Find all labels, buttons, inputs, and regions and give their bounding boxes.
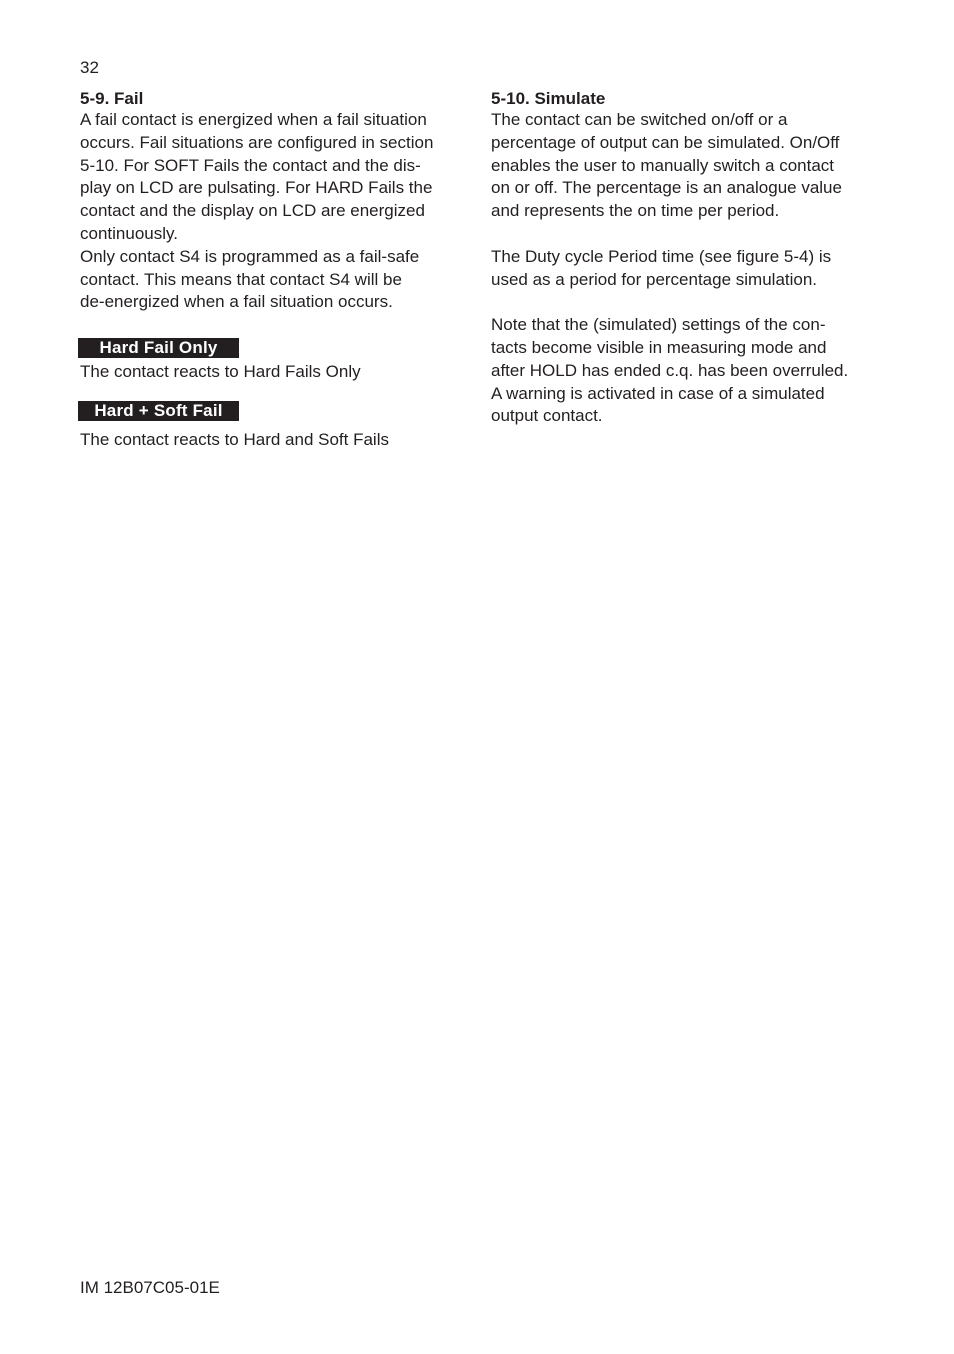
simulate-section [491,89,881,428]
simulate-description-paragraph: The contact can be switched on/off or a percentage of output can be simulated. On/Off enables the user to manually switch a contact on or off. The percentage is an analogue value and represents the on time per period. [491,110,842,221]
document-id: IM 12B07C05-01E [80,1278,220,1297]
paragraph-gap [491,223,881,246]
hard-soft-fail-description: The contact reacts to Hard and Soft Fails [80,430,389,449]
duty-cycle-paragraph: The Duty cycle Period time (see figure 5-4) is used as a period for percentage simulation. [491,246,832,289]
fail-safe-paragraph: Only contact S4 is programmed as a fail-safe contact. This means that contact S4 will be de-energized when a fail situation occurs. [80,246,420,312]
hard-fail-only-label: Hard Fail Only [78,338,239,358]
paragraph-gap [491,291,881,314]
page-number: 32 [80,58,99,77]
hard-fail-only-description: The contact reacts to Hard Fails Only [80,362,361,381]
simulation-note-paragraph: Note that the (simulated) settings of the con- tacts become visible in measuring mode and after HOLD has ended c.q. has been overruled. A warning is activated in case of a simulated output contact. [491,315,849,426]
fail-section [80,89,465,314]
hard-soft-fail-label: Hard + Soft Fail [78,401,239,421]
fail-description-paragraph: A fail contact is energized when a fail situation occurs. Fail situations are configured in section 5-10. For SOFT Fails the contact and the dis- play on LCD are pulsating. For HARD Fails the contact and the display on LCD are energized continuously. [80,110,434,243]
simulate-section-heading: 5-10. Simulate [491,89,606,108]
fail-section-heading: 5-9. Fail [80,89,144,108]
